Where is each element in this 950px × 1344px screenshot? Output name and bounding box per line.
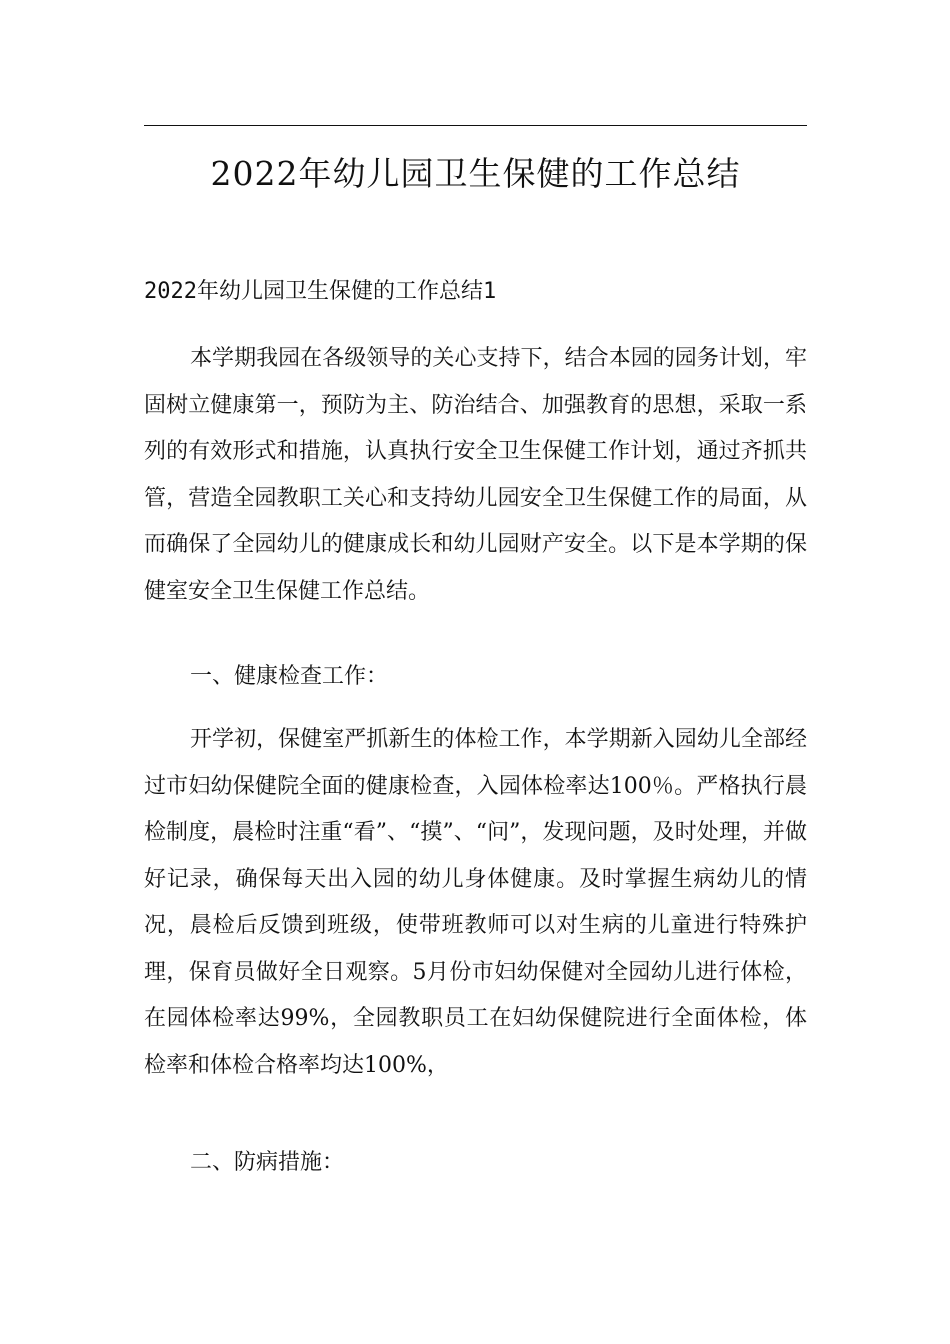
health-check-paragraph: 开学初，保健室严抓新生的体检工作，本学期新入园幼儿全部经过市妇幼保健院全面的健康检查，入园体检率达100％。严格执行晨检制度，晨检时注重“看”、“摸”、“问”，发现问题，及时处理，并做好记录，确保每天出入园的幼儿身体健康。及时掌握生病幼儿的情况，晨检后反馈到班级，使带班教师可以对生病的儿童进行特殊护理，保育员做好全日观察。5月份市妇幼保健对全园幼儿进行体检，在园体检率达99%，全园教职员工在妇幼保健院进行全面体检，体检率和体检合格率均达100%， — [144, 727, 807, 1078]
disease-prevention-heading: 二、防病措施： — [190, 1150, 345, 1175]
document-title: 2022年幼儿园卫生保健的工作总结 — [210, 154, 741, 193]
section-heading: 2022年幼儿园卫生保健的工作总结1 — [144, 279, 497, 304]
intro-paragraph: 本学期我园在各级领导的关心支持下，结合本园的园务计划，牢固树立健康第一，预防为主、防治结合、加强教育的思想，采取一系列的有效形式和措施，认真执行安全卫生保健工作计划，通过齐抓共管，营造全园教职工关心和支持幼儿园安全卫生保健工作的局面，从而确保了全园幼儿的健康成长和幼儿园财产安全。以下是本学期的保健室安全卫生保健工作总结。 — [144, 346, 807, 604]
header-rule — [144, 125, 807, 126]
health-check-heading: 一、健康检查工作： — [190, 664, 389, 689]
